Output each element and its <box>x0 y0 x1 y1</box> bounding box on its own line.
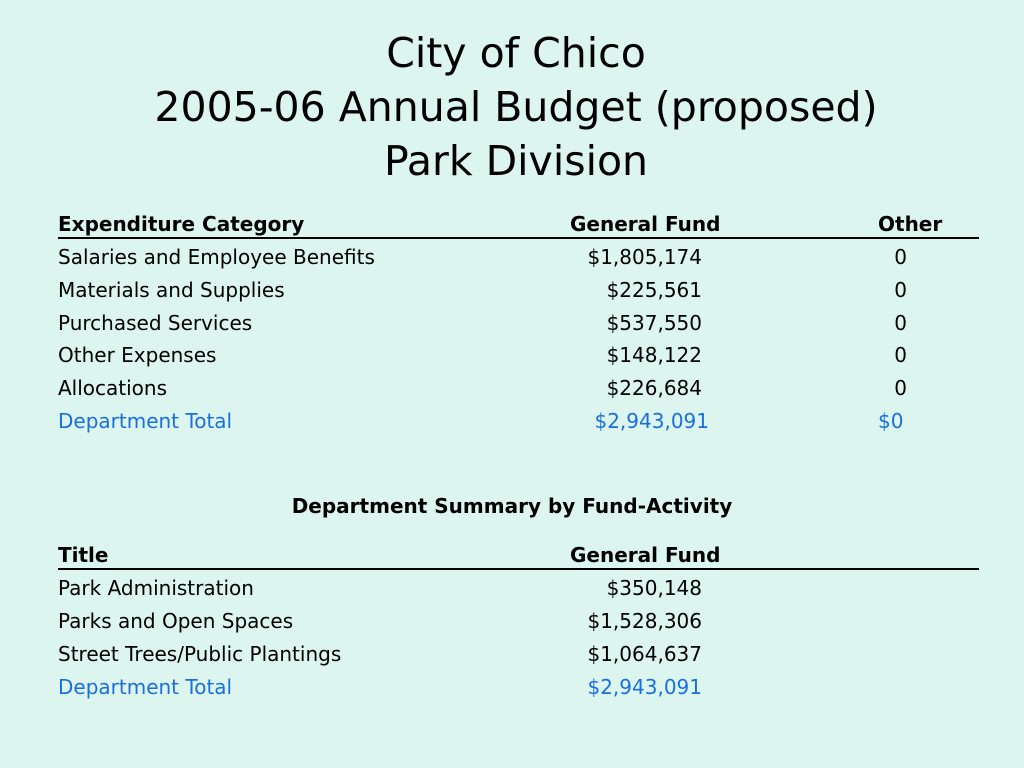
total-label: Department Total <box>58 409 233 433</box>
table-row <box>58 374 979 402</box>
row-category: Salaries and Employee Benefits <box>58 245 375 269</box>
row-general-fund: $1,064,637 <box>587 642 702 666</box>
row-general-fund: $1,528,306 <box>587 609 702 633</box>
row-other: 0 <box>894 376 907 400</box>
summary-heading: Department Summary by Fund-Activity <box>291 494 733 518</box>
table-row <box>58 276 979 304</box>
title-line-1: City of Chico <box>386 29 646 77</box>
expenditure-header-row <box>58 211 979 239</box>
header-other: Other <box>878 212 943 236</box>
row-general-fund: $537,550 <box>606 311 702 335</box>
row-title: Park Administration <box>58 576 254 600</box>
department-total-row <box>58 407 979 435</box>
row-other: 0 <box>894 343 907 367</box>
row-title: Parks and Open Spaces <box>58 609 294 633</box>
row-other: 0 <box>894 278 907 302</box>
row-other: 0 <box>894 245 907 269</box>
total-other: $0 <box>878 409 904 433</box>
row-general-fund: $350,148 <box>606 576 702 600</box>
row-category: Purchased Services <box>58 311 253 335</box>
row-category: Other Expenses <box>58 343 217 367</box>
total-general-fund: $2,943,091 <box>594 409 709 433</box>
row-category: Allocations <box>58 376 168 400</box>
header-expenditure-category: Expenditure Category <box>58 212 305 236</box>
row-general-fund: $148,122 <box>606 343 702 367</box>
title-line-3: Park Division <box>383 137 649 185</box>
row-general-fund: $225,561 <box>606 278 702 302</box>
row-general-fund: $1,805,174 <box>587 245 702 269</box>
row-category: Materials and Supplies <box>58 278 285 302</box>
table-row <box>58 309 979 337</box>
header-title: Title <box>58 543 109 567</box>
slide-title <box>0 26 1024 188</box>
table-row <box>58 640 979 668</box>
row-other: 0 <box>894 311 907 335</box>
table-row <box>58 341 979 369</box>
total-label: Department Total <box>58 675 233 699</box>
summary-header-row <box>58 542 979 570</box>
summary-total-row <box>58 673 979 701</box>
header-general-fund: General Fund <box>570 212 721 236</box>
row-general-fund: $226,684 <box>606 376 702 400</box>
table-row <box>58 243 979 271</box>
title-line-2: 2005-06 Annual Budget (proposed) <box>154 83 878 131</box>
total-general-fund: $2,943,091 <box>587 675 702 699</box>
row-title: Street Trees/Public Plantings <box>58 642 342 666</box>
table-row <box>58 607 979 635</box>
table-row <box>58 574 979 602</box>
header-general-fund: General Fund <box>570 543 721 567</box>
